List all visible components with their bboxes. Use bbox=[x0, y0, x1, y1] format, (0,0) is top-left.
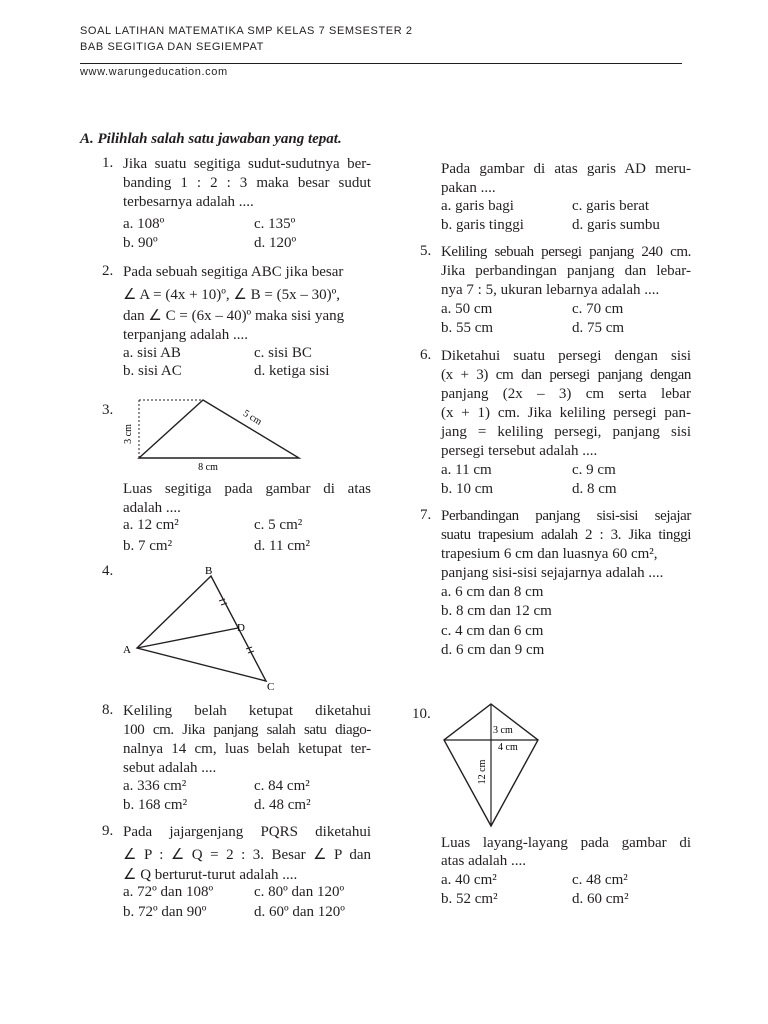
q1-option-b[interactable]: b. 90º bbox=[123, 235, 158, 251]
q4-label-d: D bbox=[237, 622, 245, 634]
q7-line: trapesium 6 cm dan luasnya 60 cm², bbox=[441, 546, 658, 562]
q10-kite-figure bbox=[438, 700, 548, 832]
q9-line: ∠ Q berturut-turut adalah .... bbox=[123, 867, 298, 883]
q7-option-b[interactable]: b. 8 cm dan 12 cm bbox=[441, 603, 552, 619]
q4-option-d[interactable]: d. garis sumbu bbox=[572, 217, 660, 233]
q2-option-a[interactable]: a. sisi AB bbox=[123, 345, 181, 361]
q3-base-label: 8 cm bbox=[198, 462, 218, 473]
q4-line: pakan .... bbox=[441, 180, 496, 196]
q2-line: ∠ A = (4x + 10)º, ∠ B = (5x – 30)º, bbox=[123, 287, 340, 303]
q3-option-d[interactable]: d. 11 cm² bbox=[254, 538, 311, 554]
q2-line: terpanjang adalah .... bbox=[123, 327, 248, 343]
q10-height-label: 12 cm bbox=[477, 759, 488, 785]
q7-line: suatu trapesium adalah 2 : 3. Jika tinggi bbox=[441, 527, 691, 543]
q9-option-a[interactable]: a. 72º dan 108º bbox=[123, 884, 214, 900]
q2-line: dan ∠ C = (6x – 40)º maka sisi yang bbox=[123, 308, 345, 324]
q3-option-a[interactable]: a. 12 cm² bbox=[123, 517, 179, 533]
q1-option-d[interactable]: d. 120º bbox=[254, 235, 297, 251]
q1-option-a[interactable]: a. 108º bbox=[123, 216, 165, 232]
q6-option-c[interactable]: c. 9 cm bbox=[572, 462, 616, 478]
q6-line: jang = keliling persegi, panjang sisi bbox=[441, 424, 691, 440]
q10-option-a[interactable]: a. 40 cm² bbox=[441, 872, 497, 888]
q10-option-d[interactable]: d. 60 cm² bbox=[572, 891, 629, 907]
q7-number: 7. bbox=[420, 507, 432, 523]
q6-option-b[interactable]: b. 10 cm bbox=[441, 481, 494, 497]
q2-line: Pada sebuah segitiga ABC jika besar bbox=[123, 264, 344, 280]
q4-label-b: B bbox=[205, 565, 213, 577]
q6-line: (x + 3) cm dan persegi panjang dengan bbox=[441, 367, 691, 383]
q6-option-d[interactable]: d. 8 cm bbox=[572, 481, 617, 497]
q2-option-b[interactable]: b. sisi AC bbox=[123, 363, 182, 379]
q2-number: 2. bbox=[102, 263, 114, 279]
q4-triangle-figure bbox=[115, 560, 295, 695]
q1-line: terbesarnya adalah .... bbox=[123, 194, 254, 210]
q4-triangle bbox=[137, 576, 266, 681]
q9-line: Pada jajargenjang PQRS diketahui bbox=[123, 824, 371, 840]
q6-option-a[interactable]: a. 11 cm bbox=[441, 462, 492, 478]
q9-number: 9. bbox=[102, 823, 114, 839]
q3-triangle-figure bbox=[115, 392, 315, 476]
q7-line: Perbandingan panjang sisi-sisi sejajar bbox=[441, 508, 691, 524]
q10-top-label: 3 cm bbox=[493, 725, 513, 736]
q8-number: 8. bbox=[102, 702, 114, 718]
q8-line: Keliling belah ketupat diketahui bbox=[123, 703, 371, 719]
q4-number: 4. bbox=[102, 563, 114, 579]
q10-option-c[interactable]: c. 48 cm² bbox=[572, 872, 628, 888]
q8-option-b[interactable]: b. 168 cm² bbox=[123, 797, 188, 813]
q4-option-a[interactable]: a. garis bagi bbox=[441, 198, 514, 214]
q4-line-ad bbox=[137, 628, 238, 648]
q3-height-label: 3 cm bbox=[123, 424, 134, 444]
q5-option-b[interactable]: b. 55 cm bbox=[441, 320, 494, 336]
q3-slant-label: 5 cm bbox=[241, 408, 264, 428]
q6-line: Diketahui suatu persegi dengan sisi bbox=[441, 348, 691, 364]
q4-line: Pada gambar di atas garis AD meru- bbox=[441, 161, 691, 177]
q10-number: 10. bbox=[412, 706, 431, 722]
q8-line: nalnya 14 cm, luas belah ketupat ter- bbox=[123, 741, 371, 757]
q5-option-c[interactable]: c. 70 cm bbox=[572, 301, 624, 317]
q5-line: nya 7 : 5, ukuran lebarnya adalah .... bbox=[441, 282, 660, 298]
q3-triangle bbox=[139, 400, 299, 458]
q10-option-b[interactable]: b. 52 cm² bbox=[441, 891, 498, 907]
header-subtitle: BAB SEGITIGA DAN SEGIEMPAT bbox=[80, 41, 264, 53]
q9-option-c[interactable]: c. 80º dan 120º bbox=[254, 884, 345, 900]
q4-option-b[interactable]: b. garis tinggi bbox=[441, 217, 524, 233]
q5-number: 5. bbox=[420, 243, 432, 259]
q7-option-a[interactable]: a. 6 cm dan 8 cm bbox=[441, 584, 544, 600]
header-divider bbox=[80, 63, 682, 64]
q8-line: 100 cm. Jika panjang salah satu diago- bbox=[123, 722, 371, 738]
website-link[interactable]: www.warungeducation.com bbox=[80, 66, 228, 78]
q1-line: Jika suatu segitiga sudut-sudutnya ber- bbox=[123, 156, 371, 172]
q6-line: (x + 1) cm. Jika keliling persegi pan- bbox=[441, 405, 691, 421]
q2-option-d[interactable]: d. ketiga sisi bbox=[254, 363, 330, 379]
q7-option-c[interactable]: c. 4 cm dan 6 cm bbox=[441, 623, 544, 639]
q5-option-a[interactable]: a. 50 cm bbox=[441, 301, 493, 317]
q4-label-c: C bbox=[267, 681, 275, 693]
q5-option-d[interactable]: d. 75 cm bbox=[572, 320, 625, 336]
q10-half-label: 4 cm bbox=[498, 742, 518, 753]
q4-option-c[interactable]: c. garis berat bbox=[572, 198, 650, 214]
q3-option-b[interactable]: b. 7 cm² bbox=[123, 538, 173, 554]
q1-option-c[interactable]: c. 135º bbox=[254, 216, 296, 232]
q3-option-c[interactable]: c. 5 cm² bbox=[254, 517, 303, 533]
q9-option-d[interactable]: d. 60º dan 120º bbox=[254, 904, 345, 920]
q2-option-c[interactable]: c. sisi BC bbox=[254, 345, 312, 361]
q3-line: Luas segitiga pada gambar di atas bbox=[123, 481, 371, 497]
q5-line: Keliling sebuah persegi panjang 240 cm. bbox=[441, 244, 691, 260]
q7-line: panjang sisi-sisi sejajarnya adalah .... bbox=[441, 565, 664, 581]
q9-option-b[interactable]: b. 72º dan 90º bbox=[123, 904, 207, 920]
header-title: SOAL LATIHAN MATEMATIKA SMP KELAS 7 SEMSESTER 2 bbox=[80, 25, 413, 37]
q10-line: Luas layang-layang pada gambar di bbox=[441, 835, 691, 851]
q6-line: panjang (2x – 3) cm serta lebar bbox=[441, 386, 691, 402]
q8-option-d[interactable]: d. 48 cm² bbox=[254, 797, 311, 813]
q9-line: ∠ P : ∠ Q = 2 : 3. Besar ∠ P dan bbox=[123, 847, 371, 863]
q3-number: 3. bbox=[102, 402, 114, 418]
q1-line: banding 1 : 2 : 3 maka besar sudut bbox=[123, 175, 371, 191]
q8-line: sebut adalah .... bbox=[123, 760, 217, 776]
q7-option-d[interactable]: d. 6 cm dan 9 cm bbox=[441, 642, 545, 658]
q3-line: adalah .... bbox=[123, 500, 181, 516]
q1-number: 1. bbox=[102, 155, 114, 171]
section-title: A. Pilihlah salah satu jawaban yang tepat. bbox=[80, 131, 342, 147]
q8-option-c[interactable]: c. 84 cm² bbox=[254, 778, 310, 794]
q4-label-a: A bbox=[123, 644, 131, 656]
q5-line: Jika perbandingan panjang dan lebar- bbox=[441, 263, 691, 279]
q10-line: atas adalah .... bbox=[441, 853, 526, 869]
q6-line: persegi tersebut adalah .... bbox=[441, 443, 598, 459]
q8-option-a[interactable]: a. 336 cm² bbox=[123, 778, 187, 794]
q6-number: 6. bbox=[420, 347, 432, 363]
